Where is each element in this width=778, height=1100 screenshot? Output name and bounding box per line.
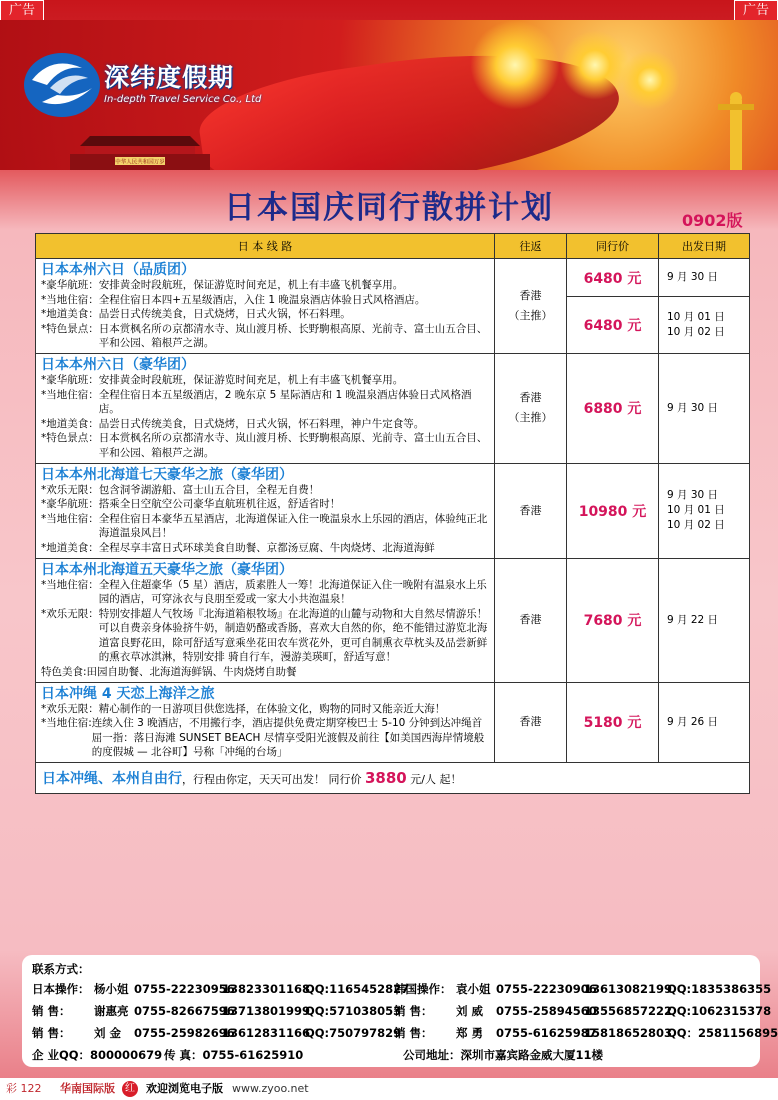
tour-name: 日本本州北海道七天豪华之旅（豪华团） xyxy=(41,466,293,483)
tiananmen-graphic xyxy=(70,132,210,170)
feature-value: 全程入住超豪华（5 星）酒店，质素胜人一筹！北海道保证入住一晚附有温泉水上乐园的酒店，可穿泳衣与良朋至爱或一家大小共泡温泉！ xyxy=(98,578,487,606)
contact-name: 刘 金 xyxy=(94,1026,122,1040)
edition-label: 华南国际版 xyxy=(60,1082,115,1095)
contact-box xyxy=(22,955,778,1067)
free-travel-cell xyxy=(36,763,750,794)
contact-tel: 0755-22230956 xyxy=(134,982,235,996)
ad-label-right: 广告 xyxy=(734,0,778,22)
contact-role: 日本操作： xyxy=(32,982,90,996)
tour-row xyxy=(36,353,750,463)
departure-date: 9 月 30 日 xyxy=(667,401,719,414)
enterprise-qq: 企 业QQ：800000679 xyxy=(32,1048,163,1062)
tour-name: 日本本州北海道五天豪华之旅（豪华团） xyxy=(41,561,293,578)
contact-name: 袁小姐 xyxy=(456,982,491,996)
footer-slogan: 欢迎浏览电子版 xyxy=(146,1082,223,1095)
feature-value: 精心制作的一日游项目供您选择，在体验文化，购物的同时又能亲近大海！ xyxy=(98,702,446,715)
firework-graphic xyxy=(620,50,680,110)
footer-url[interactable]: www.zyoo.net xyxy=(232,1082,309,1095)
header-route: 日 本 线 路 xyxy=(36,234,495,259)
departure-cell xyxy=(495,463,567,558)
footer-bar xyxy=(0,1078,778,1100)
contact-qq: QQ:1835386355 xyxy=(667,982,772,996)
feature-value: 连续入住 3 晚酒店，不用搬行李，酒店提供免费定期穿梭巴士 5-10 分钟到达冲绳首屈一指：落日海滩 SUNSET BEACH 尽情享受阳光渡假及前往【如美国西海岸情境般的度假城 — 北谷町】号称「冲绳的台场」 xyxy=(91,717,485,759)
price-cell: 6480 元 xyxy=(567,297,659,354)
tour-description xyxy=(36,353,495,463)
contact-name: 刘 威 xyxy=(456,1004,484,1018)
tour-row xyxy=(36,558,750,682)
feature-value: 全程住宿日本四+五星级酒店，入住 1 晚温泉酒店体验日式风格酒店。 xyxy=(98,293,426,306)
date-cell xyxy=(659,259,750,297)
feature-key: *当地住宿： xyxy=(41,578,99,591)
contact-extra-row xyxy=(32,1047,603,1063)
contact-mobile: 13556857222 xyxy=(584,1004,673,1018)
price-cell: 6880 元 xyxy=(567,353,659,463)
feature-key: *地道美食： xyxy=(41,541,99,554)
departure-date: 10 月 01 日 xyxy=(667,311,725,324)
page-title: 日本国庆同行散拼计划 xyxy=(224,190,554,226)
feature-value: 日本赏枫名所の京都清水寺、岚山渡月桥、长野駒根高原、光前寺、富士山五合目、平和公园、箱根芦之湖。 xyxy=(98,322,488,350)
tour-feature-line xyxy=(41,293,491,308)
brand-name-en: In-depth Travel Service Co., Ltd xyxy=(104,94,262,105)
contact-role: 韩国操作： xyxy=(394,982,452,996)
free-travel-price: 3880 xyxy=(365,769,407,788)
feature-value: 特别安排超人气牧场『北海道箱根牧场』在北海道的山麓与动物和大自然尽情游乐！可以自费亲身体验挤牛奶，制造奶酪或香肠，喜欢大自然的你，绝不能错过游览北海道富良野花田，除可舒适写意乘坐花田农车赏花外，更可自制熏衣草枕头及品尝新鲜的熏衣草冰淇淋，特别安排 骑自行车，漫游美瑛町，舒适写意！ xyxy=(98,607,488,664)
contact-entry xyxy=(394,981,771,997)
departure-date: 10 月 01 日 xyxy=(667,504,725,517)
contact-tel: 0755-25982696 xyxy=(134,1026,235,1040)
feature-key: 特色美食: xyxy=(41,666,87,679)
free-travel-name: 日本冲绳、本州自由行 xyxy=(42,771,182,788)
table-header-row xyxy=(36,234,750,259)
tour-feature-line xyxy=(41,278,491,293)
tour-row xyxy=(36,463,750,558)
tour-name: 日本本州六日（豪华团） xyxy=(41,356,195,373)
contact-name: 杨小姐 xyxy=(94,982,129,996)
departure-city: 香港 xyxy=(519,715,542,729)
date-cell xyxy=(659,558,750,682)
contact-heading: 联系方式： xyxy=(32,962,90,976)
tour-feature-line xyxy=(41,541,491,556)
contact-entry xyxy=(32,981,409,997)
departure-cell xyxy=(495,353,567,463)
feature-value: 安排黄金时段航班，保证游览时间充足，机上有丰盛飞机餐享用。 xyxy=(98,279,404,291)
tour-feature-line xyxy=(41,388,491,417)
price-cell: 5180 元 xyxy=(567,682,659,762)
feature-key: *特色景点： xyxy=(41,432,99,445)
tour-feature-line xyxy=(41,702,491,717)
feature-key: *欢乐无限： xyxy=(41,607,99,620)
departure-note: （主推） xyxy=(508,308,553,322)
departure-cell xyxy=(495,682,567,762)
contact-name: 郑 勇 xyxy=(456,1026,484,1040)
company-address: 公司地址：深圳市嘉宾路金威大厦11楼 xyxy=(403,1048,604,1062)
fax-number: 传 真：0755-61625910 xyxy=(164,1048,304,1062)
feature-key: *当地住宿： xyxy=(41,512,99,525)
tour-feature-line xyxy=(41,373,491,388)
departure-city: 香港 xyxy=(519,391,542,405)
page-number: 彩 122 xyxy=(6,1082,42,1095)
free-travel-text: ，行程由你定，天天可出发！ 同行价 xyxy=(182,773,362,787)
feature-key: *欢乐无限： xyxy=(41,702,99,715)
red-logo-icon: 红 xyxy=(122,1081,138,1097)
departure-city: 香港 xyxy=(519,613,542,627)
tour-feature-line xyxy=(41,483,491,498)
tour-feature-line xyxy=(41,512,491,541)
contact-entry xyxy=(394,1003,771,1019)
tour-description xyxy=(36,558,495,682)
price-cell: 6480 元 xyxy=(567,259,659,297)
price-cell: 7680 元 xyxy=(567,558,659,682)
contact-qq: QQ:750797829 xyxy=(305,1026,402,1040)
tour-feature-line xyxy=(41,578,491,607)
departure-date: 10 月 02 日 xyxy=(667,326,725,339)
header-banner xyxy=(0,20,778,170)
feature-key: *地道美食： xyxy=(41,417,99,430)
departure-date: 9 月 30 日 xyxy=(667,271,719,284)
free-travel-unit: 元/人 起！ xyxy=(410,773,462,787)
feature-value: 包含洞爷湖游船、富士山五合目，全程无自费！ xyxy=(98,483,320,496)
tour-feature-line xyxy=(41,665,491,680)
feature-key: *欢乐无限： xyxy=(41,483,99,496)
departure-date: 10 月 02 日 xyxy=(667,519,725,532)
tour-description xyxy=(36,682,495,762)
contact-qq: QQ:571038053 xyxy=(305,1004,402,1018)
tour-description xyxy=(36,259,495,354)
contact-mobile: 15818652803 xyxy=(584,1026,673,1040)
contact-entry xyxy=(394,1025,778,1041)
contact-mobile: 13613082199 xyxy=(584,982,673,996)
departure-city: 香港 xyxy=(519,288,542,302)
header-price: 同行价 xyxy=(567,234,659,259)
tour-feature-line xyxy=(41,417,491,432)
feature-key: *豪华航班： xyxy=(41,279,99,291)
feature-key: *当地住宿: xyxy=(41,717,92,730)
feature-key: *地道美食： xyxy=(41,308,99,321)
contact-role: 销 售： xyxy=(394,1026,433,1040)
ad-label-left: 广告 xyxy=(0,0,44,22)
contact-qq: QQ：2581156895 xyxy=(667,1026,778,1040)
feature-key: *豪华航班： xyxy=(41,373,99,386)
tour-table xyxy=(35,233,750,794)
header-depart: 往返 xyxy=(495,234,567,259)
firework-graphic xyxy=(470,20,560,110)
tour-feature-line xyxy=(41,307,491,322)
tour-name: 日本本州六日（品质团） xyxy=(41,262,195,278)
departure-date: 9 月 26 日 xyxy=(667,715,719,728)
contact-entry xyxy=(32,1025,401,1041)
departure-cell xyxy=(495,259,567,354)
contact-role: 销 售： xyxy=(394,1004,433,1018)
date-cell xyxy=(659,682,750,762)
version-label: 0902版 xyxy=(682,211,743,230)
departure-date: 9 月 30 日 xyxy=(667,489,719,502)
feature-value: 全程住宿日本五星级酒店，2 晚东京 5 星际酒店和 1 晚温泉酒店体验日式风格酒店。 xyxy=(98,388,472,416)
feature-key: *豪华航班： xyxy=(41,498,99,511)
tour-description xyxy=(36,463,495,558)
contact-role: 销 售： xyxy=(32,1026,71,1040)
contact-tel: 0755-22230906 xyxy=(496,982,597,996)
contact-tel: 0755-61625987 xyxy=(496,1026,597,1040)
feature-value: 品尝日式传统美食，日式烧烤，日式火锅，怀石料理，神户牛定食等。 xyxy=(98,417,425,430)
departure-note: （主推） xyxy=(508,411,553,425)
contact-tel: 0755-25894560 xyxy=(496,1004,597,1018)
feature-value: 安排黄金时段航班，保证游览时间充足，机上有丰盛飞机餐享用。 xyxy=(98,373,404,386)
brand-name-cn: 深纬度假期 xyxy=(104,63,235,92)
feature-value: 搭乘全日空航空公司豪华直航班机往返，舒适省时！ xyxy=(98,498,341,511)
tour-feature-line xyxy=(41,716,491,760)
header-date: 出发日期 xyxy=(659,234,750,259)
feature-key: *特色景点： xyxy=(41,322,99,335)
date-cell xyxy=(659,463,750,558)
price-cell: 10980 元 xyxy=(567,463,659,558)
departure-city: 香港 xyxy=(519,503,542,517)
tour-feature-line xyxy=(41,431,491,460)
contact-mobile: 13612831166 xyxy=(222,1026,311,1040)
departure-cell xyxy=(495,558,567,682)
gate-slogan-text: 中华人民共和国万岁 xyxy=(115,159,165,166)
contact-mobile: 13823301168 xyxy=(222,982,311,996)
contact-name: 谢惠亮 xyxy=(94,1004,129,1018)
brand-logo-icon xyxy=(22,50,102,120)
date-cell xyxy=(659,297,750,354)
firework-graphic xyxy=(560,30,630,100)
feature-key: *当地住宿： xyxy=(41,293,99,306)
tour-feature-line xyxy=(41,497,491,512)
contact-qq: QQ:1062315378 xyxy=(667,1004,772,1018)
feature-key: *当地住宿： xyxy=(41,388,99,401)
tour-row xyxy=(36,259,750,297)
contact-tel: 0755-82667596 xyxy=(134,1004,235,1018)
departure-date: 9 月 22 日 xyxy=(667,613,719,626)
feature-value: 品尝日式传统美食，日式烧烤，日式火锅，怀石料理。 xyxy=(98,308,351,321)
feature-value: 全程住宿日本豪华五星酒店，北海道保证入住一晚温泉水上乐园的酒店，体验纯正北海道温泉风吕！ xyxy=(98,512,488,540)
contact-entry xyxy=(32,1003,401,1019)
tour-row xyxy=(36,682,750,762)
free-travel-row xyxy=(36,763,750,794)
date-cell xyxy=(659,353,750,463)
feature-value: 日本赏枫名所の京都清水寺、岚山渡月桥、长野駒根高原、光前寺、富士山五合目、平和公园、箱根芦之湖。 xyxy=(98,432,488,459)
feature-value: 全程尽享丰富日式环球美食自助餐、京都汤豆腐、牛肉烧烤、北海道海鲜 xyxy=(98,541,435,554)
contact-role: 销 售： xyxy=(32,1004,71,1018)
huabiao-pillar-graphic xyxy=(712,90,760,170)
contact-qq: QQ:1165452827 xyxy=(305,982,410,996)
tour-feature-line xyxy=(41,322,491,351)
tour-feature-line xyxy=(41,607,491,665)
tour-name: 日本冲绳 4 天恋上海洋之旅 xyxy=(41,685,215,702)
contact-mobile: 13713801999 xyxy=(222,1004,311,1018)
feature-value: 田园自助餐、北海道海鲜锅、牛肉烧烤自助餐 xyxy=(86,666,297,679)
